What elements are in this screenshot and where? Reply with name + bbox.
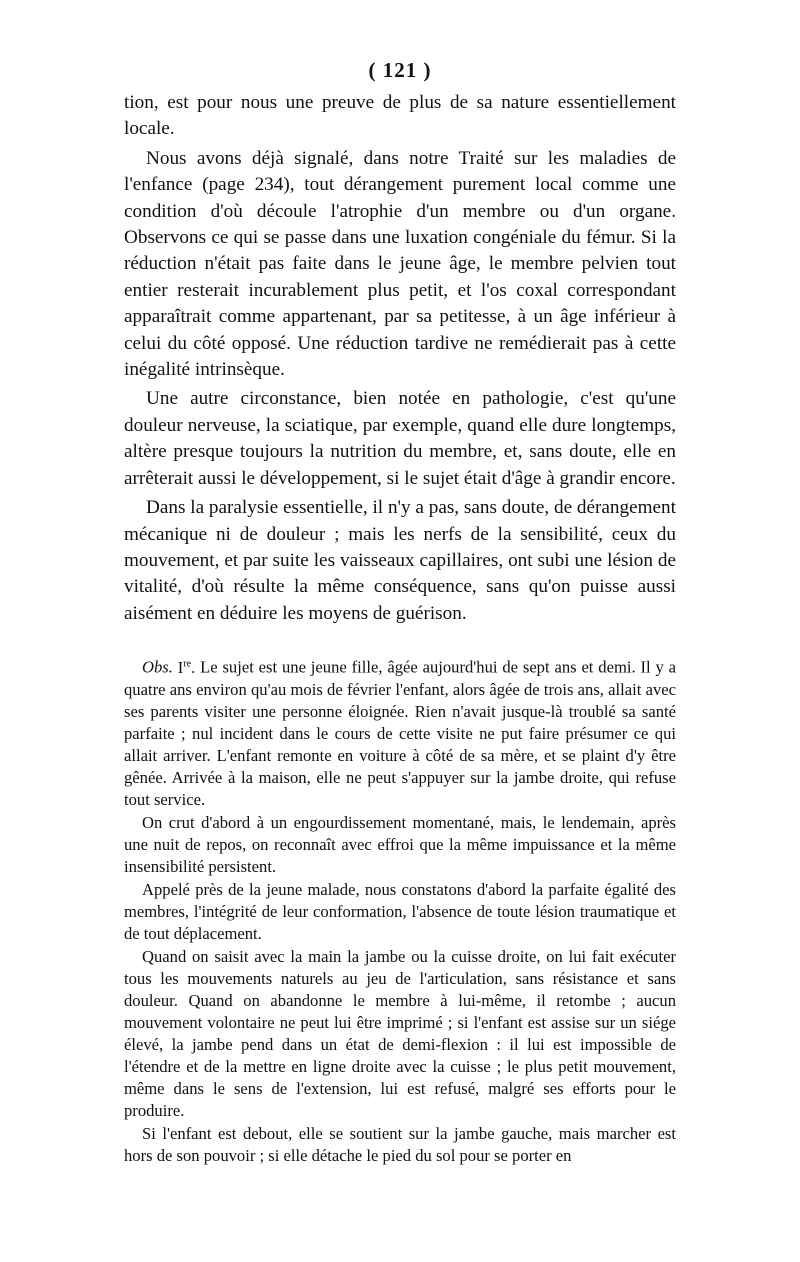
observation-paragraph: Appelé près de la jeune malade, nous constatons d'abord la parfaite égalité des membres, l'intégrité de leur conformation, l'absence de toute lésion traumatique et de tout déplacement. (124, 879, 676, 943)
observation-paragraph: Quand on saisit avec la main la jambe ou la cuisse droite, on lui fait exécuter tous les mouvements naturels au jeu de l'articulation, sans résistance et sans douleur. Quand on abandonne le membre à lui-même, il retombe ; aucun mouvement volontaire ne peut lui être imprimé ; si l'enfant est assise sur un siége élevé, la jambe pend dans un état de demi-flexion : il lui est impossible de l'étendre et de la mettre en ligne droite avec la cuisse ; le plus petit mouvement, même dans le sens de l'extension, lui est refusé, malgré ses efforts pour le produire. (124, 946, 676, 1120)
observation-number-text: I (177, 657, 184, 677)
paragraph: Nous avons déjà signalé, dans notre Traité sur les maladies de l'enfance (page 234), tout dérangement purement local comme une condition d'où découle l'atrophie d'un membre ou d'un organe. Observons ce qui se passe dans une luxation congéniale du fémur. Si la réduction n'était pas faite dans le jeune âge, le membre pelvien tout entier resterait incurablement plus petit, et l'os coxal correspondant apparaîtrait comme appartenant, par sa petitesse, à un âge inférieur à celui du côté opposé. Une réduction tardive ne remédierait pas à cette inégalité intrinsèque. (124, 147, 676, 381)
paragraph: Une autre circonstance, bien notée en pathologie, c'est qu'une douleur nerveuse, la sciatique, par exemple, quand elle dure longtemps, altère presque toujours la nutrition du membre, et, sans doute, elle en arrêterait aussi le développement, si le sujet était d'âge à grandir encore. (124, 388, 676, 489)
observation-paragraph: Si l'enfant est debout, elle se soutient sur la jambe gauche, mais marcher est hors de son pouvoir ; si elle détache le pied du sol pour se porter en (124, 1123, 676, 1165)
paragraph: Dans la paralysie essentielle, il n'y a pas, sans doute, de dérangement mécanique ni de douleur ; mais les nerfs de la sensibilité, ceux du mouvement, et par suite les vaisseaux capillaires, ont subi une lésion de vitalité, d'où résulte la même conséquence, sans qu'on puisse aussi aisément en déduire les moyens de guérison. (124, 497, 676, 624)
observation-paragraph (124, 653, 676, 811)
observation-section (124, 653, 676, 1167)
paragraph-continuation: tion, est pour nous une preuve de plus de sa nature essentiellement locale. (124, 92, 676, 140)
main-text (124, 90, 676, 627)
observation-label: Obs. (142, 657, 173, 677)
observation-number: Ire. (177, 657, 196, 677)
observation-paragraph: On crut d'abord à un engourdissement momentané, mais, le lendemain, après une nuit de repos, on reconnaît avec effroi que la même impuissance et la même insensibilité persistent. (124, 812, 676, 876)
observation-first-text: Le sujet est une jeune fille, âgée aujourd'hui de sept ans et demi. Il y a quatre ans environ qu'au mois de février l'enfant, alors âgée de trois ans, allait avec ses parents visiter une personne éloignée. Rien n'avait jusque-là troublé sa santé parfaite ; nul incident dans le cours de cette visite ne put faire présumer ce qui allait arriver. L'enfant remonte en voiture à côté de sa mère, et se plaint d'y être gênée. Arrivée à la maison, elle ne peut s'appuyer sur la jambe droite, qui refuse tout service. (124, 657, 677, 809)
page-number: ( 121 ) (368, 58, 432, 82)
observation-number-sup: re (183, 658, 192, 670)
book-page (124, 56, 676, 1168)
